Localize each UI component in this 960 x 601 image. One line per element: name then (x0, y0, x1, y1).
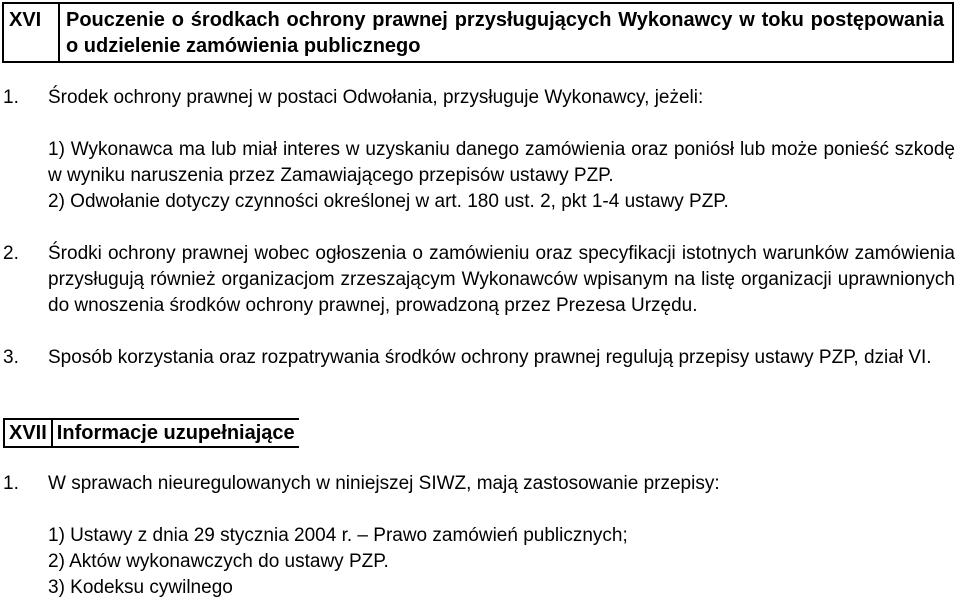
paragraph-number: 2. (3, 243, 19, 264)
paragraph-number: 3. (3, 347, 19, 368)
paragraph-xvii-1 (3, 471, 955, 497)
paragraph-number: 1. (3, 473, 19, 494)
paragraph-2 (3, 241, 955, 319)
list-item-3: 3) Kodeksu cywilnego (48, 577, 233, 598)
section-number: XVI (4, 4, 60, 61)
section-number: XVII (5, 420, 53, 446)
section-xvii-heading (3, 418, 299, 448)
list-item-2: 2) Aktów wykonawczych do ustawy PZP. (48, 551, 389, 572)
section-xvi-heading (2, 2, 954, 63)
paragraph-number: 1. (3, 87, 19, 108)
subpoint-2: 2) Odwołanie dotyczy czynności określonej w art. 180 ust. 2, pkt 1-4 ustawy PZP. (48, 191, 729, 212)
section-title: Pouczenie o środkach ochrony prawnej przysługujących Wykonawcy w toku postępowania o udzielenie zamówienia publicznego (66, 9, 944, 57)
section-title: Informacje uzupełniające (56, 422, 295, 444)
paragraph-text: Środek ochrony prawnej w postaci Odwołania, przysługuje Wykonawcy, jeżeli: (48, 87, 704, 108)
subpoint-1: 1) Wykonawca ma lub miał interes w uzyskaniu danego zamówienia oraz poniósł lub może ponieść szkodę w wyniku naruszenia przez Zamawiającego przepisów ustawy PZP. (48, 139, 955, 186)
paragraph-text: Sposób korzystania oraz rozpatrywania środków ochrony prawnej regulują przepisy ustawy PZP, dział VI. (48, 347, 932, 368)
list-item-1: 1) Ustawy z dnia 29 stycznia 2004 r. – Prawo zamówień publicznych; (48, 525, 628, 546)
paragraph-3 (3, 345, 955, 371)
paragraph-1 (3, 85, 955, 111)
paragraph-text: Środki ochrony prawnej wobec ogłoszenia o zamówieniu oraz specyfikacji istotnych warunków zamówienia przysługują również organizacjom zrzeszającym Wykonawców wpisanym na listę organizacji uprawnionych do wnoszenia środków ochrony prawnej, prowadzoną przez Prezesa Urzędu. (48, 243, 955, 316)
paragraph-text: W sprawach nieuregulowanych w niniejszej SIWZ, mają zastosowanie przepisy: (48, 473, 720, 494)
